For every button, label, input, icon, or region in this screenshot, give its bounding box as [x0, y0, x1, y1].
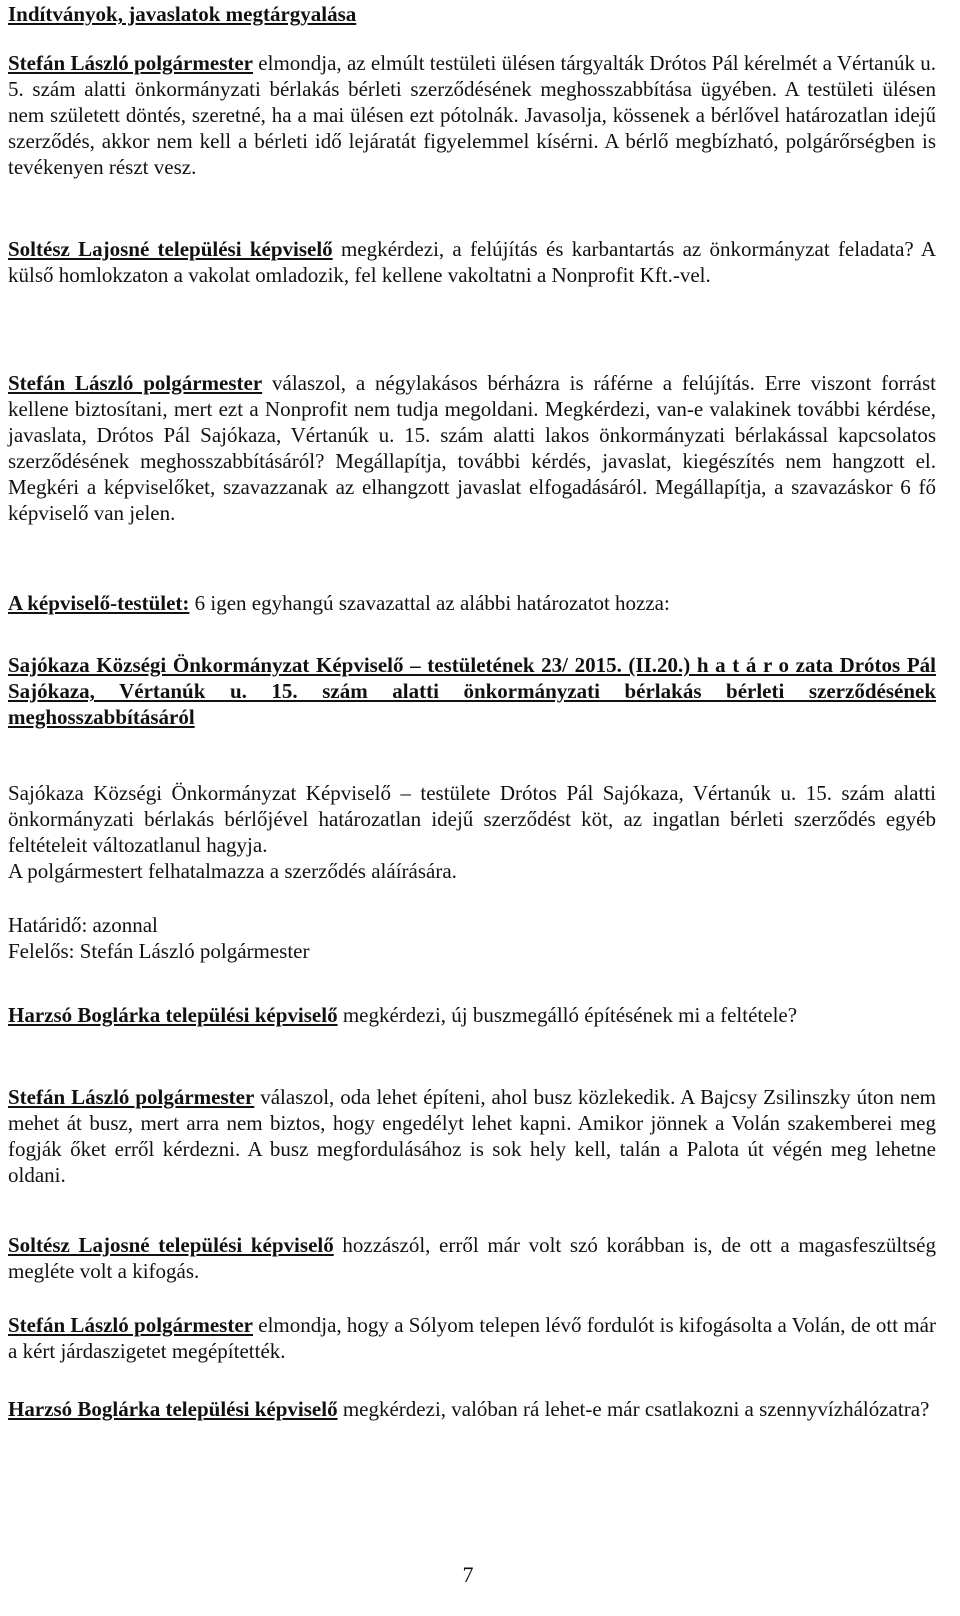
speaker-name: Stefán László polgármester: [8, 1313, 253, 1337]
paragraph-representative-3: [8, 1232, 936, 1284]
paragraph-text: válaszol, a négylakásos bérházra is ráférne a felújítás. Erre viszont forrást kellene biztosítani, mert ezt a Nonprofit nem tudja megoldani. Megkérdezi, van-e valakinek további kérdése, javaslata, Drótos Pál Sajókaza, Vértanúk u. 15. szám alatti lakos önkormányzati bérlakással kapcsolatos szerződésének meghosszabbításáról? Megállapítja, további kérdés, javaslat, kiegészítés nem hangzott el. Megkéri a képviselőket, szavazzanak az elhangzott javaslat elfogadásáról. Megállapítja, a szavazáskor 6 fő képviselő van jelen.: [8, 371, 936, 525]
paragraph-text: 6 igen egyhangú szavazattal az alábbi határozatot hozza:: [189, 591, 670, 615]
paragraph-mayor-3: [8, 1084, 936, 1188]
paragraph-text: hozzászól, erről már volt szó korábban is, de ott a magasfeszültség megléte volt a kifogás.: [8, 1233, 937, 1283]
section-title: Indítványok, javaslatok megtárgyalása: [8, 2, 357, 26]
paragraph-vote: [8, 590, 936, 616]
resolution-authorization: A polgármestert felhatalmazza a szerződés aláírására.: [8, 859, 457, 883]
speaker-name: Stefán László polgármester: [8, 51, 254, 75]
paragraph-text: megkérdezi, valóban rá lehet-e már csatlakozni a szennyvízhálózatra?: [337, 1397, 930, 1421]
paragraph-text: elmondja, az elmúlt testületi ülésen tárgyalták Drótos Pál kérelmét a Vértanúk u. 5. szám alatti önkormányzati bérlakás bérleti szerződésének meghosszabbítása ügyében. A testületi ülésen nem született döntés, szeretné, ha a mai ülésen ezt pótolnák. Javasolja, kössenek a bérlővel határozatlan idejű szerződés, akkor nem kell a bérleti idő lejáratát figyelemmel kísérni. A bérlő megbízható, polgárőrségben is tevékenyen részt vesz.: [8, 51, 936, 179]
paragraph-representative-4: [8, 1396, 936, 1422]
paragraph-text: megkérdezi, a felújítás és karbantartás az önkormányzat feladata? A külső homlokzaton a vakolat omladozik, fel kellene vakoltatni a Nonprofit Kft.-vel.: [8, 237, 936, 287]
speaker-name: Soltész Lajosné települési képviselő: [8, 1233, 334, 1257]
paragraph-mayor-2: [8, 370, 936, 526]
speaker-name: Harzsó Boglárka települési képviselő: [8, 1397, 338, 1421]
speaker-name: Stefán László polgármester: [8, 1085, 255, 1109]
page-number: 7: [462, 1562, 474, 1587]
speaker-name: Stefán László polgármester: [8, 371, 263, 395]
paragraph-text: válaszol, oda lehet építeni, ahol busz közlekedik. A Bajcsy Zsilinszky úton nem mehet át busz, mert arra nem biztos, hogy engedélyt lehet kapni. Amikor jönnek a Volán szakemberei meg fogják őket erről kérdezni. A busz megfordulásához is sok hely kell, talán a Palota út végén meg lehetne oldani.: [8, 1085, 936, 1187]
resolution-title: Sajókaza Községi Önkormányzat Képviselő – testületének 23/ 2015. (II.20.) h a t á r o zata Drótos Pál Sajókaza, Vértanúk u. 15. szám alatti önkormányzati bérlakás bérleti szerződésének meghosszabbításáról: [8, 653, 936, 729]
paragraph-mayor-1: [8, 50, 936, 180]
paragraph-representative-1: [8, 236, 936, 288]
paragraph-text: megkérdezi, új buszmegálló építésének mi a feltétele?: [337, 1003, 798, 1027]
resolution-deadline: Határidő: azonnal: [8, 913, 158, 937]
resolution-body: Sajókaza Községi Önkormányzat Képviselő – testülete Drótos Pál Sajókaza, Vértanúk u. 15. szám alatti önkormányzati bérlakás bérlőjével határozatlan idejű szerződést köt, az ingatlan bérleti szerződés egyéb feltételeit változatlanul hagyja.: [8, 781, 936, 857]
speaker-name: A képviselő-testület:: [8, 591, 190, 615]
speaker-name: Harzsó Boglárka települési képviselő: [8, 1003, 338, 1027]
paragraph-text: elmondja, hogy a Sólyom telepen lévő fordulót is kifogásolta a Volán, de ott már a kért járdaszigetet megépítették.: [8, 1313, 936, 1363]
paragraph-representative-2: [8, 1002, 936, 1028]
paragraph-mayor-4: [8, 1312, 936, 1364]
speaker-name: Soltész Lajosné települési képviselő: [8, 237, 333, 261]
resolution-responsible: Felelős: Stefán László polgármester: [8, 939, 310, 963]
